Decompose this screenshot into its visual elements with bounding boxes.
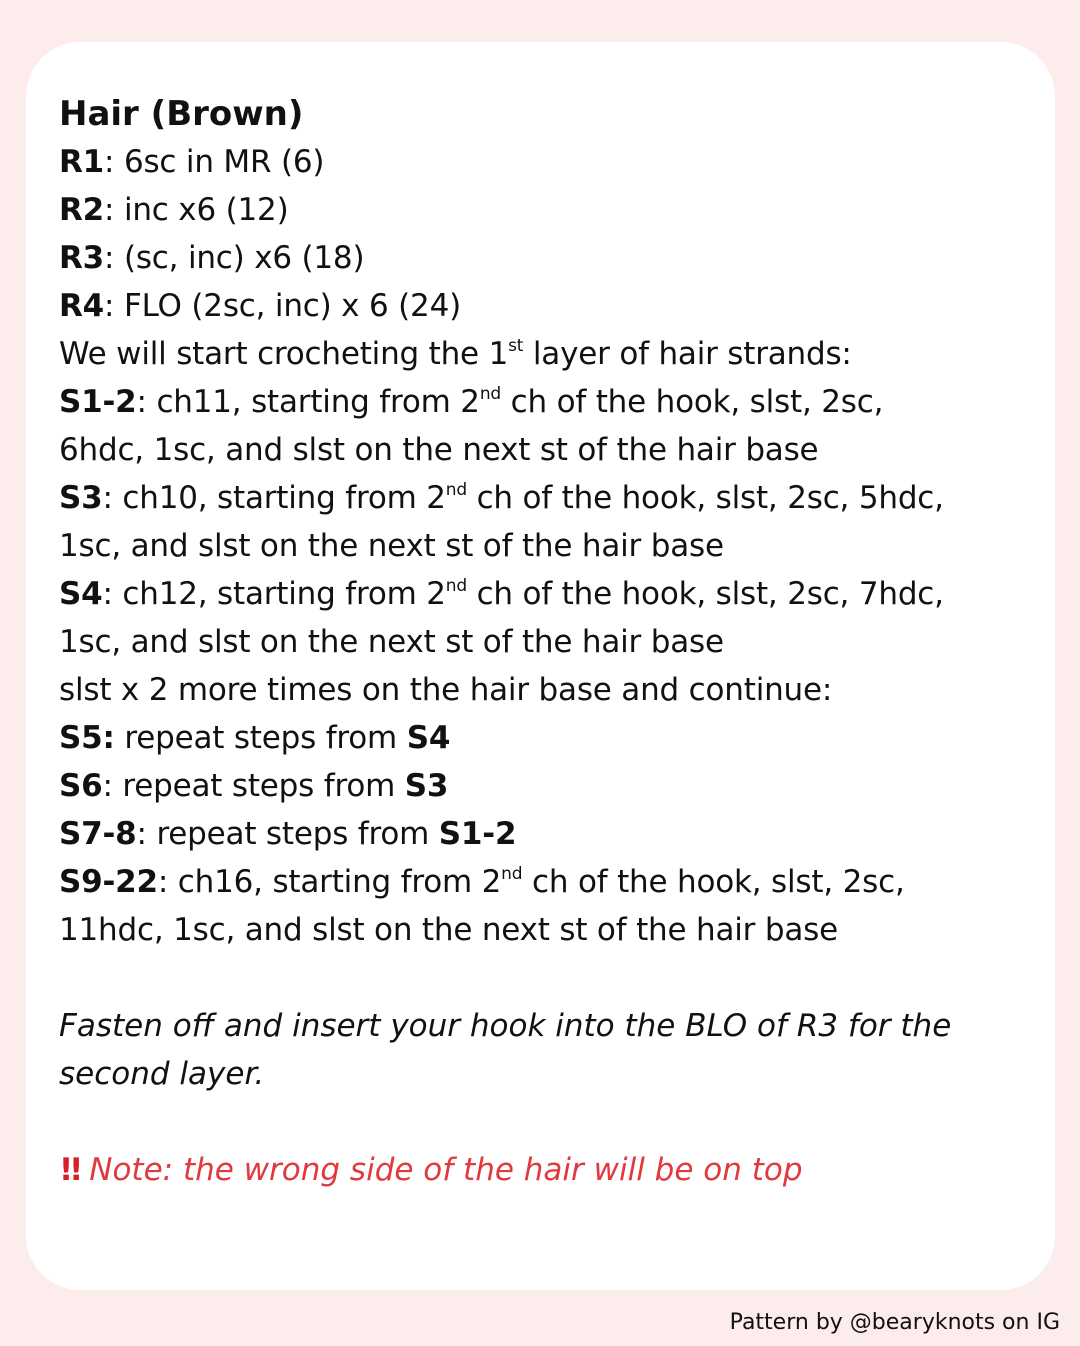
round-text: : inc x6 (12) bbox=[104, 192, 289, 228]
strands-intro bbox=[59, 330, 1049, 378]
ordinal-suffix: nd bbox=[445, 576, 467, 596]
pattern-credit: Pattern by @bearyknots on IG bbox=[729, 1310, 1060, 1335]
strand-s4 bbox=[59, 570, 1049, 618]
strand-ref: S3 bbox=[404, 768, 449, 804]
fasten-off-line: second layer. bbox=[59, 1056, 265, 1092]
strand-s3-cont: 1sc, and slst on the next st of the hair base bbox=[59, 528, 724, 564]
fasten-off-instruction bbox=[59, 1002, 1049, 1098]
strand-label: S5: bbox=[59, 720, 115, 756]
section-title: Hair (Brown) bbox=[59, 94, 304, 134]
fasten-off-line: Fasten off and insert your hook into the BLO of R3 for the bbox=[59, 1008, 952, 1044]
ordinal-suffix: nd bbox=[501, 864, 523, 884]
double-exclamation-icon: !! bbox=[59, 1152, 80, 1188]
strand-label: S1-2 bbox=[59, 384, 137, 420]
round-text: : 6sc in MR (6) bbox=[104, 144, 325, 180]
round-4 bbox=[59, 282, 1049, 330]
strand-label: S7-8 bbox=[59, 816, 137, 852]
round-3 bbox=[59, 234, 1049, 282]
ordinal-suffix: nd bbox=[479, 384, 501, 404]
strand-text: : ch11, starting from 2 bbox=[136, 384, 480, 420]
strand-label: S3 bbox=[59, 480, 103, 516]
strand-text-end: ch of the hook, slst, 2sc, bbox=[500, 384, 884, 420]
strand-text-end: ch of the hook, slst, 2sc, 7hdc, bbox=[466, 576, 944, 612]
strand-s9-22 bbox=[59, 858, 1049, 906]
pattern-content bbox=[59, 90, 1049, 1194]
intro-text: We will start crocheting the 1 bbox=[59, 336, 509, 372]
note-text: Note: the wrong side of the hair will be on top bbox=[89, 1152, 803, 1188]
spacer bbox=[59, 954, 1049, 1002]
strand-text: : ch12, starting from 2 bbox=[102, 576, 446, 612]
strand-text-end: ch of the hook, slst, 2sc, 5hdc, bbox=[466, 480, 944, 516]
strand-s9-22-cont: 11hdc, 1sc, and slst on the next st of the hair base bbox=[59, 912, 838, 948]
round-text: : FLO (2sc, inc) x 6 (24) bbox=[104, 288, 461, 324]
strand-label: S4 bbox=[59, 576, 103, 612]
round-label: R4 bbox=[59, 288, 105, 324]
strand-s6 bbox=[59, 762, 1049, 810]
round-label: R3 bbox=[59, 240, 105, 276]
strand-s1-2 bbox=[59, 378, 1049, 426]
ordinal-suffix: nd bbox=[445, 480, 467, 500]
strand-ref: S1-2 bbox=[438, 816, 517, 852]
strand-text: : repeat steps from bbox=[102, 768, 405, 804]
strand-s1-2-cont: 6hdc, 1sc, and slst on the next st of the hair base bbox=[59, 432, 819, 468]
strand-s7-8 bbox=[59, 810, 1049, 858]
strand-text: repeat steps from bbox=[114, 720, 407, 756]
strand-label: S6 bbox=[59, 768, 103, 804]
spacer bbox=[59, 1098, 1049, 1146]
note bbox=[59, 1146, 1049, 1194]
slst-instruction: slst x 2 more times on the hair base and continue: bbox=[59, 672, 833, 708]
round-label: R2 bbox=[59, 192, 105, 228]
round-label: R1 bbox=[59, 144, 105, 180]
strand-s5 bbox=[59, 714, 1049, 762]
strand-text-end: ch of the hook, slst, 2sc, bbox=[522, 864, 905, 900]
strand-s3 bbox=[59, 474, 1049, 522]
strand-text: : ch16, starting from 2 bbox=[157, 864, 502, 900]
round-1 bbox=[59, 138, 1049, 186]
intro-text-end: layer of hair strands: bbox=[523, 336, 852, 372]
strand-ref: S4 bbox=[406, 720, 451, 756]
strand-label: S9-22 bbox=[59, 864, 158, 900]
ordinal-suffix: st bbox=[508, 336, 524, 356]
strand-text: : ch10, starting from 2 bbox=[102, 480, 446, 516]
strand-s4-cont: 1sc, and slst on the next st of the hair base bbox=[59, 624, 724, 660]
round-text: : (sc, inc) x6 (18) bbox=[104, 240, 365, 276]
strand-text: : repeat steps from bbox=[136, 816, 439, 852]
round-2 bbox=[59, 186, 1049, 234]
